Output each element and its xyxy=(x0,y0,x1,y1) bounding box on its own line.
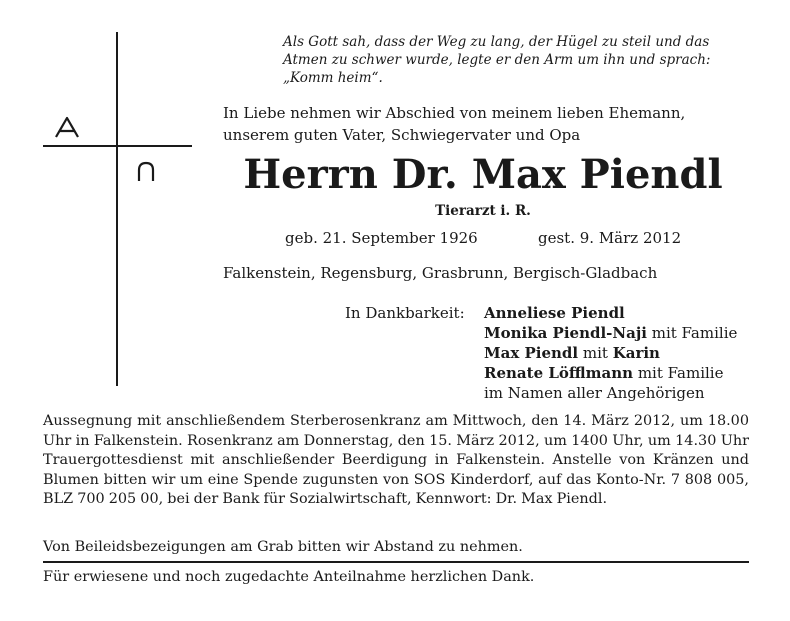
list-item xyxy=(484,323,737,343)
mourner-name: Renate Löfflmann xyxy=(484,364,634,382)
mourner-suffix: mit Familie xyxy=(646,324,738,342)
list-item xyxy=(484,363,737,383)
cross-vertical-bar xyxy=(116,32,118,386)
mourner-suffix: mit Familie xyxy=(633,364,724,382)
birth-date: geb. 21. September 1926 xyxy=(285,229,478,247)
mourners-list xyxy=(484,303,737,403)
mourner-name: Max Piendl xyxy=(484,344,579,362)
mourners-footer: im Namen aller Angehörigen xyxy=(484,384,705,402)
alpha-icon xyxy=(53,114,81,140)
mourner-name: Anneliese Piendl xyxy=(484,304,625,322)
mourner-partner: Karin xyxy=(612,344,660,362)
mourner-name: Monika Piendl-Naji xyxy=(484,324,647,342)
farewell-intro: In Liebe nehmen wir Abschied von meinem lieben Ehemann, unserem guten Vater, Schwiegervater und Opa xyxy=(223,104,686,144)
memorial-quote: Als Gott sah, dass der Weg zu lang, der Hügel zu steil und das Atmen zu schwer wurde, legte er den Arm um ihn und sprach: „Komm heim“. xyxy=(283,34,711,86)
mourner-suffix: mit xyxy=(578,344,613,362)
divider xyxy=(43,561,749,563)
list-item xyxy=(484,343,737,363)
death-date: gest. 9. März 2012 xyxy=(538,229,682,247)
deceased-name: Herrn Dr. Max Piendl xyxy=(243,151,723,198)
list-item xyxy=(484,303,737,323)
omega-icon xyxy=(134,160,158,184)
thanks-label: In Dankbarkeit: xyxy=(345,304,465,322)
list-item xyxy=(484,383,737,403)
cross-horizontal-bar xyxy=(43,145,192,147)
service-details: Aussegnung mit anschließendem Sterberosenkranz am Mittwoch, den 14. März 2012, um 18.00 Uhr in Falkenstein. Rosenkranz am Donnerstag, den 15. März 2012, um 1400 Uhr, um 14.30 Uhr Trauergottesdienst mit anschließender Beerdigung in Falkenstein. Anstelle von Kränzen und Blumen bitten wir um eine Spende zugunsten von SOS Kinderdorf, auf das Konto-Nr. 7 808 005, BLZ 700 205 00, bei der Bank für Sozialwirtschaft, Kennwort: Dr. Max Piendl. xyxy=(43,413,749,507)
places-list: Falkenstein, Regensburg, Grasbrunn, Bergisch-Gladbach xyxy=(223,264,658,282)
profession: Tierarzt i. R. xyxy=(435,203,531,219)
closing-thanks: Für erwiesene und noch zugedachte Anteilnahme herzlichen Dank. xyxy=(43,569,535,585)
condolence-note: Von Beileidsbezeigungen am Grab bitten wir Abstand zu nehmen. xyxy=(43,539,523,555)
